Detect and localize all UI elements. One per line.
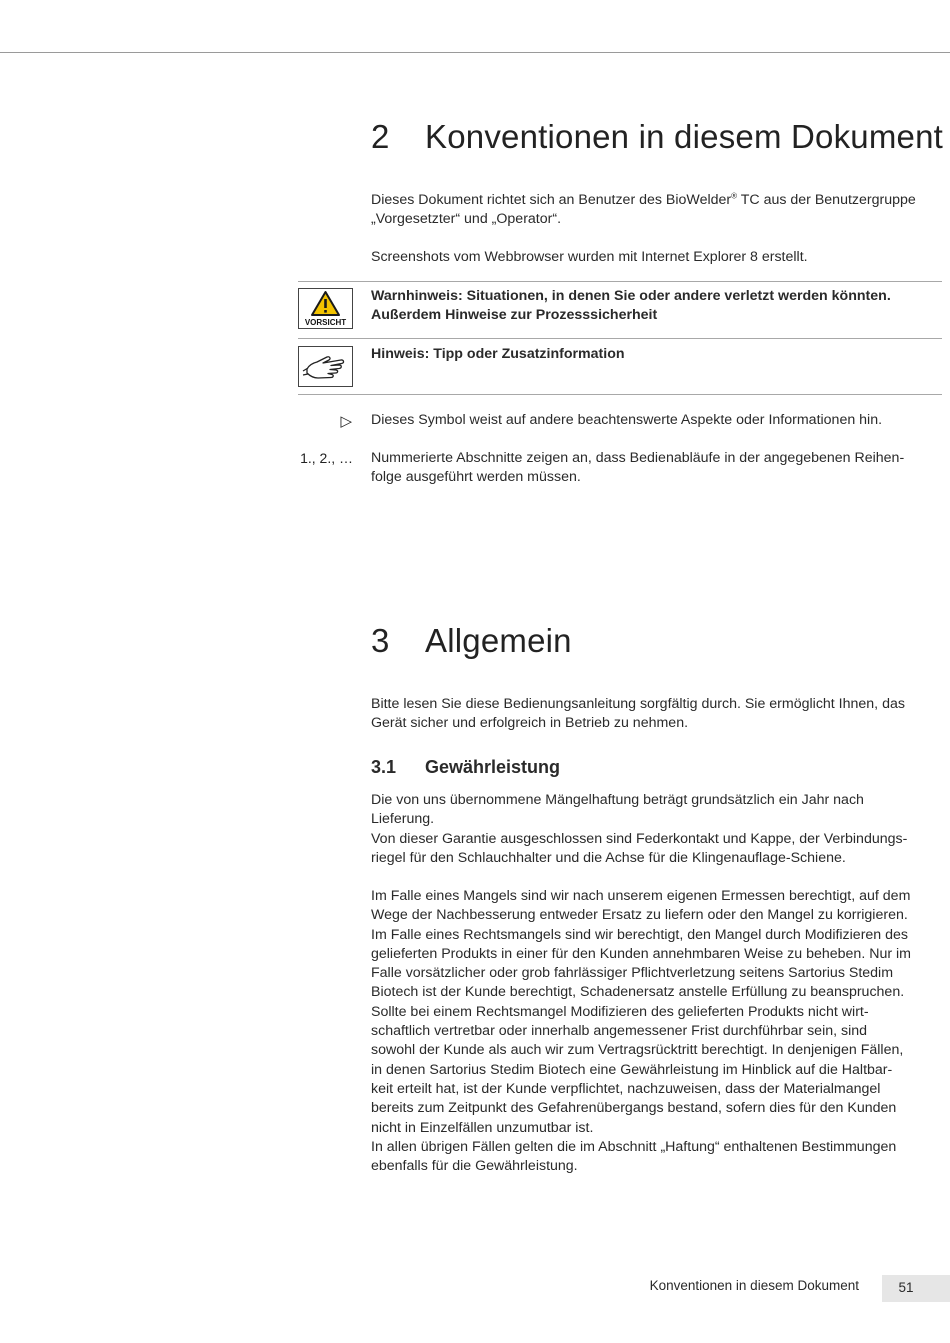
- numbered-description: [371, 449, 916, 488]
- triangle-arrow-icon: ▷: [340, 413, 352, 430]
- section-heading: [371, 622, 931, 664]
- numbered-description-text: Nummerierte Abschnitte zeigen an, dass Bedienabläufe in der angegebenen Reihen-: [371, 450, 905, 466]
- convention-rule: [298, 338, 942, 339]
- section-number: 2: [371, 118, 390, 155]
- pointing-hand-icon: [298, 346, 353, 387]
- paragraph-line: Lieferung.: [371, 811, 435, 828]
- paragraph-line: nicht in Einzelfällen unzumutbar ist.: [371, 1119, 594, 1136]
- convention-rule: [298, 394, 942, 395]
- section-title: Konventionen in diesem Dokument: [425, 118, 944, 155]
- section-title: Allgemein: [425, 622, 572, 659]
- warning-text-line: Warnhinweis: Situationen, in denen Sie oder andere verletzt werden könnten.: [371, 288, 891, 304]
- paragraph-line: Wege der Nachbesserung entweder Ersatz zu liefern oder den Mangel zu korrigieren.: [371, 907, 908, 924]
- hint-text-line: Hinweis: Tipp oder Zusatzinformation: [371, 346, 625, 362]
- subsection-heading: [371, 757, 671, 781]
- warranty-paragraph-1: [371, 791, 916, 868]
- intro-paragraph: [371, 191, 916, 230]
- paragraph-line: Gerät sicher und erfolgreich in Betrieb zu nehmen.: [371, 715, 689, 732]
- subsection-number: 3.1: [371, 757, 397, 777]
- paragraph-line: in denen Sartorius Stedim Biotech eine Gewährleistung im Hinblick auf die Haltbar-: [371, 1061, 893, 1078]
- paragraph-line: gelieferten Produkts in einer für den Kunden annehmbaren Weise zu beheben. Nur im: [371, 945, 911, 962]
- paragraph-line: Im Falle eines Mangels sind wir nach unserem eigenen Ermessen berechtigt, auf dem: [371, 888, 911, 904]
- paragraph-line: Bitte lesen Sie diese Bedienungsanleitung sorgfältig durch. Sie ermöglicht Ihnen, das: [371, 696, 905, 712]
- paragraph-line: Falle vorsätzlicher oder grob fahrlässiger Pflichtverletzung seitens Sartorius Stedim: [371, 965, 894, 982]
- warranty-paragraph-2: [371, 887, 916, 1176]
- paragraph-line: bereits zum Zeitpunkt des Gefahrenübergangs bestand, sofern dies für den Kunden: [371, 1100, 897, 1117]
- intro-text: TC aus der Benutzergruppe: [737, 192, 916, 208]
- intro-text: Dieses Dokument richtet sich an Benutzer des BioWelder: [371, 192, 732, 208]
- screenshots-paragraph: [371, 248, 916, 267]
- paragraph-line: keit erteilt hat, ist der Kunde verpflichtet, nachzuweisen, dass der Materialmangel: [371, 1080, 881, 1097]
- warning-text-line: Außerdem Hinweise zur Prozesssicherheit: [371, 307, 658, 324]
- convention-rule: [298, 281, 942, 282]
- subsection-title: Gewährleistung: [425, 757, 561, 777]
- registered-mark: ®: [731, 191, 738, 201]
- numbered-description-text: folge ausgeführt werden müssen.: [371, 469, 581, 486]
- section-number: 3: [371, 622, 390, 659]
- page-number: 51: [898, 1280, 914, 1295]
- paragraph-line: schaftlich vertretbar oder innerhalb angemessener Frist durchführbar sein, sind: [371, 1023, 868, 1040]
- section-heading: [371, 118, 944, 160]
- numbered-symbol: 1., 2., …: [300, 450, 353, 466]
- paragraph-line: Von dieser Garantie ausgeschlossen sind Federkontakt und Kappe, der Verbindungs-: [371, 830, 908, 847]
- warning-text: [371, 287, 916, 326]
- hint-text: [371, 345, 916, 364]
- paragraph-line: sowohl der Kunde als auch wir zum Vertragsrücktritt berechtigt. In denjenigen Fällen,: [371, 1042, 904, 1059]
- paragraph-line: ebenfalls für die Gewährleistung.: [371, 1158, 578, 1175]
- header-rule: [0, 52, 950, 53]
- paragraph-line: Biotech ist der Kunde berechtigt, Schadenersatz anstelle Erfüllung zu beanspruchen.: [371, 984, 905, 1001]
- screenshots-text: Screenshots vom Webbrowser wurden mit Internet Explorer 8 erstellt.: [371, 249, 808, 265]
- arrow-description-text: Dieses Symbol weist auf andere beachtenswerte Aspekte oder Informationen hin.: [371, 412, 883, 428]
- warning-icon-label: VORSICHT: [304, 318, 347, 327]
- paragraph-line: In allen übrigen Fällen gelten die im Abschnitt „Haftung“ enthaltenen Bestimmungen: [371, 1138, 897, 1155]
- arrow-description: [371, 411, 916, 430]
- warning-icon: [298, 288, 353, 329]
- paragraph-line: Sollte bei einem Rechtsmangel Modifizieren des gelieferten Produkts nicht wirt-: [371, 1003, 869, 1020]
- intro-text: „Vorgesetzter“ und „Operator“.: [371, 211, 562, 228]
- paragraph-line: Im Falle eines Rechtsmangels sind wir berechtigt, den Mangel durch Modifizieren des: [371, 926, 909, 943]
- general-intro-paragraph: [371, 695, 916, 734]
- paragraph-line: riegel für den Schlauchhalter und die Achse für die Klingenauflage-Schiene.: [371, 849, 846, 866]
- footer-section-title: Konventionen in diesem Dokument: [649, 1278, 859, 1293]
- paragraph-line: Die von uns übernommene Mängelhaftung beträgt grundsätzlich ein Jahr nach: [371, 792, 864, 808]
